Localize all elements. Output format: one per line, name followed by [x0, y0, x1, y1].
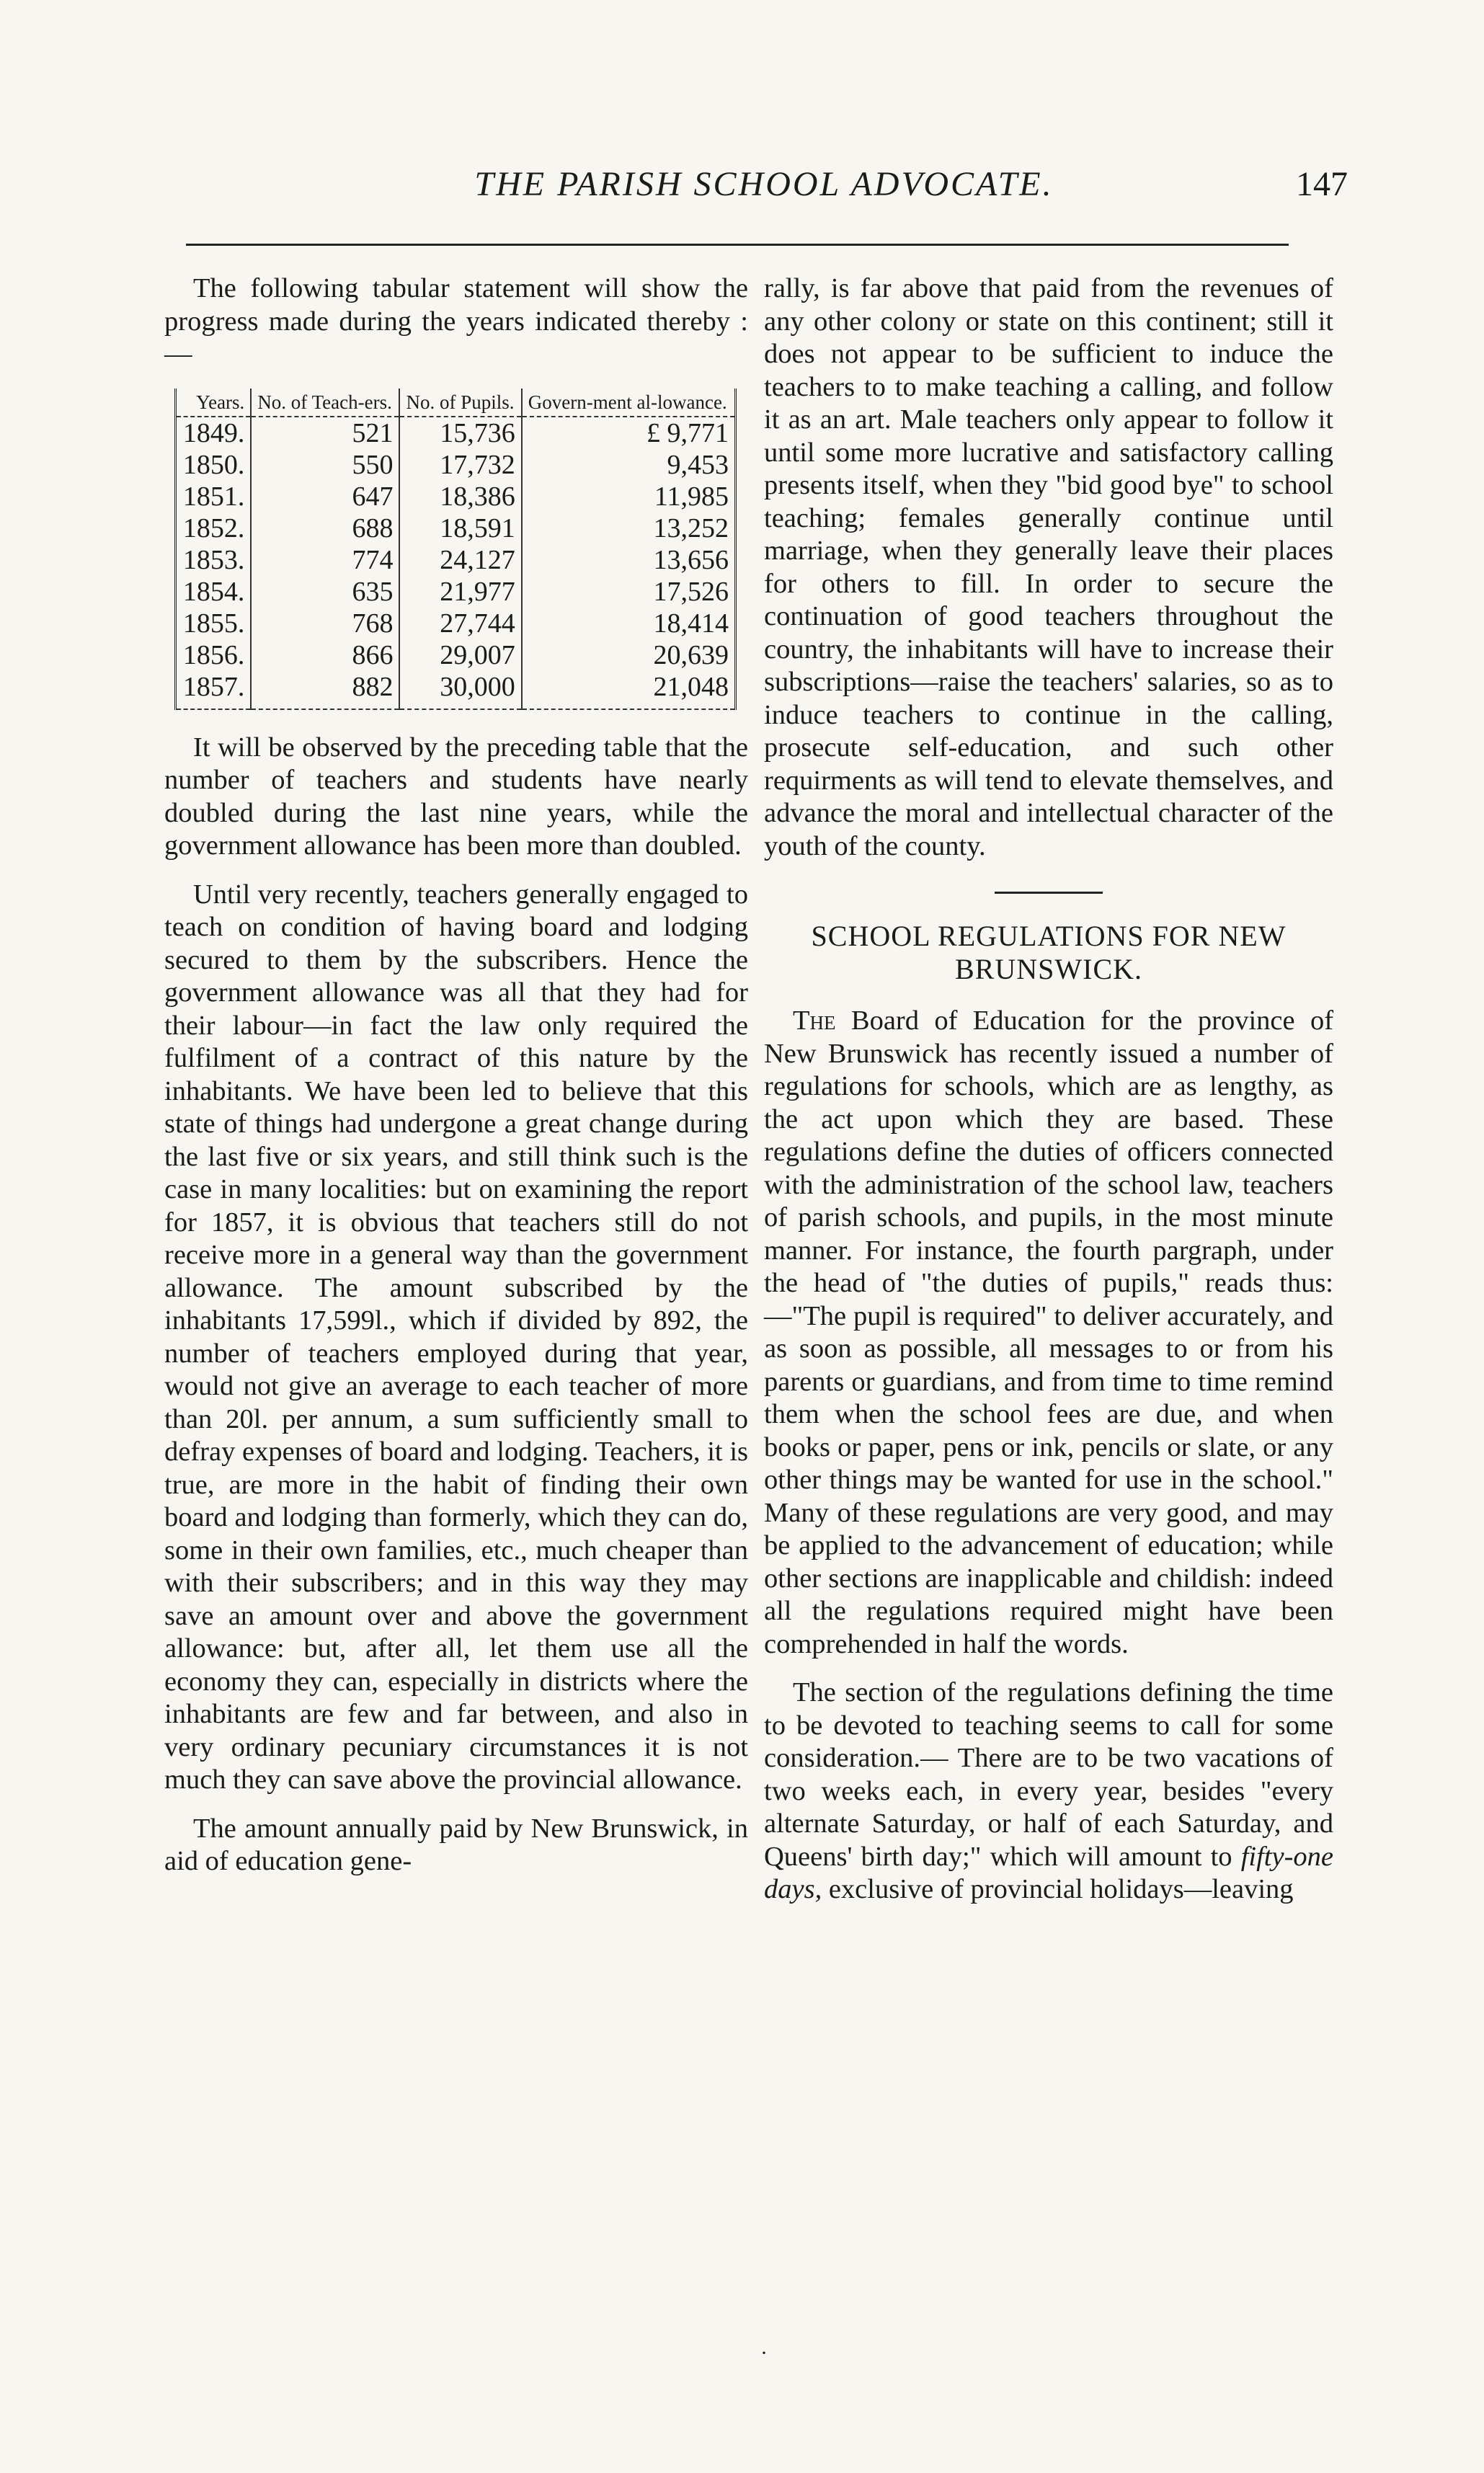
- continuation-paragraph: rally, is far above that paid from the revenues of any other colony or state on this continent; still it does not appear to be sufficient to induce the teachers to to make teaching a calling, and follow it as an art. Male teachers only appear to follow it until some more lucrative and satisfactory calling presents itself, when they "bid good bye" to school teaching; females generally continue until marriage, when they generally leave their places for others to fill. In order to secure the continuation of good teachers throughout the country, the inhabitants will have to increase their subscriptions—raise the teachers' salaries, so as to induce teachers to continue in the calling, prosecute self-education, and such other requirments as will tend to elevate themselves, and advance the moral and intellectual character of the youth of the county.: [764, 273, 1333, 861]
- cell-teachers: 550: [251, 449, 399, 481]
- table-row: [176, 481, 736, 512]
- table-row: [176, 576, 736, 608]
- amount-paragraph: The amount annually paid by New Brunswick, in aid of education gene-: [164, 1813, 748, 1876]
- cell-year: 1854.: [182, 576, 245, 607]
- cell-pupils: 17,732: [399, 449, 521, 481]
- observation-paragraph: It will be observed by the preceding table that the number of teachers and students have nearly doubled during the last nine years, while the government allowance has been more than doubled.: [164, 732, 748, 861]
- table-row: [176, 449, 736, 481]
- table-row: [176, 608, 736, 639]
- header-years: Years.: [176, 389, 252, 417]
- cell-year: 1850.: [182, 449, 245, 480]
- cell-year: 1857.: [176, 671, 252, 709]
- cell-teachers: 768: [251, 608, 399, 639]
- section-heading: SCHOOL REGULATIONS FOR NEW BRUNSWICK.: [811, 920, 1287, 985]
- right-column: [764, 272, 1333, 1922]
- cell-allowance: 13,656: [522, 544, 736, 576]
- header-allowance: Govern-ment al-lowance.: [522, 389, 736, 417]
- cell-year: 1849.: [182, 417, 245, 448]
- page-header: [180, 164, 1348, 215]
- vacation-italic: fifty-one days,: [764, 1841, 1333, 1904]
- section-divider: [995, 892, 1103, 894]
- teachers-paragraph: Until very recently, teachers generally engaged to teach on condition of having board and lodging secured to them by the subscribers. Hence the government allowance was all that they had for their labour—in fact the law only required the fulfilment of a contract of this nature by the inhabitants. We have been led to believe that this state of things had undergone a great change during the last five or six years, and still think such is the case in many localities: but on examining the report for 1857, it is obvious that teachers still do not receive more in a general way than the government allowance. The amount subscribed by the inhabitants 17,599l., which if divided by 892, the number of teachers employed during that year, would not give an average to each teacher of more than 20l. per annum, a sum sufficiently small to defray expenses of board and lodging. Teachers, it is true, are more in the habit of finding their own board and lodging than formerly, which they can do, some in their own families, etc., much cheaper than with their subscribers; and in this way they may save an amount over and above the government allowance: but, after all, let them use all the economy they can, especially in districts where the inhabitants are few and far between, and also in very ordinary pecuniary circumstances it is not much they can save above the provincial allowance.: [164, 879, 748, 1795]
- cell-allowance: 20,639: [522, 639, 736, 671]
- cell-teachers: 688: [251, 512, 399, 544]
- cell-pupils: 21,977: [399, 576, 521, 608]
- left-column: [164, 272, 748, 1894]
- cell-allowance: £ 9,771: [522, 417, 736, 449]
- table-row: [176, 512, 736, 544]
- cell-year: 1851.: [182, 481, 245, 512]
- intro-paragraph: The following tabular statement will show the progress made during the years indicated thereby :—: [164, 273, 748, 369]
- vacation-text-end: exclusive of provincial holidays—leaving: [828, 1874, 1294, 1904]
- cell-allowance: 13,252: [522, 512, 736, 544]
- table-row: [176, 639, 736, 671]
- cell-pupils: 18,591: [399, 512, 521, 544]
- cell-pupils: 15,736: [399, 417, 521, 449]
- cell-year: 1855.: [182, 608, 245, 639]
- vacation-paragraph: [764, 1677, 1333, 1906]
- cell-teachers: 647: [251, 481, 399, 512]
- cell-teachers: 635: [251, 576, 399, 608]
- cell-teachers: 882: [251, 671, 399, 709]
- board-paragraph-text: Board of Education for the province of New Brunswick has recently issued a number of regulations for schools, which are as lengthy, as the act upon which they are based. These regulations define the duties of officers connected with the administration of the school law, teachers of parish schools, and pupils, in the most minute manner. For instance, the fourth pargraph, under the head of "the duties of pupils," reads thus:—"The pupil is required" to deliver accurately, and as soon as possible, all messages to or from his parents or guardians, and from time to time remind them when the school fees are due, and when books or paper, pens or ink, pencils or slate, or any other things may be wanted for use in the school." Many of these regulations are very good, and may be applied to the advancement of education; while other sections are inapplicable and childish: indeed all the regulations required might have been comprehended in half the words.: [764, 1005, 1334, 1659]
- header-rule: [186, 244, 1289, 246]
- page-number: 147: [1296, 165, 1348, 203]
- page-mark: ·: [760, 2341, 768, 2365]
- cell-year: 1852.: [182, 512, 245, 543]
- table-header-row: [176, 389, 736, 417]
- header-teachers: No. of Teach-ers.: [251, 389, 399, 417]
- cell-teachers: 774: [251, 544, 399, 576]
- running-title: THE PARISH SCHOOL ADVOCATE.: [474, 165, 1054, 203]
- table-row: [176, 671, 736, 709]
- cell-pupils: 29,007: [399, 639, 521, 671]
- cell-allowance: 11,985: [522, 481, 736, 512]
- cell-allowance: 17,526: [522, 576, 736, 608]
- progress-table: [174, 389, 737, 710]
- cell-pupils: 27,744: [399, 608, 521, 639]
- cell-pupils: 18,386: [399, 481, 521, 512]
- header-pupils: No. of Pupils.: [399, 389, 521, 417]
- cell-year: 1856.: [182, 639, 245, 670]
- cell-allowance: 21,048: [522, 671, 736, 709]
- cell-teachers: 521: [251, 417, 399, 449]
- lead-word: The: [793, 1005, 836, 1036]
- table-row: [176, 544, 736, 576]
- vacation-text: The section of the regulations defining the time to be devoted to teaching seems to call for some consideration.— There are to be two vacations of two weeks each, in every year, besides "every alternate Saturday, or half of each Saturday, and Queens' birth day;" which will amount to: [764, 1677, 1333, 1872]
- cell-year: 1853.: [182, 544, 245, 575]
- board-paragraph: [764, 1005, 1333, 1661]
- table-row: [176, 417, 736, 449]
- cell-allowance: 18,414: [522, 608, 736, 639]
- cell-pupils: 30,000: [399, 671, 521, 709]
- cell-allowance: 9,453: [522, 449, 736, 481]
- cell-pupils: 24,127: [399, 544, 521, 576]
- cell-teachers: 866: [251, 639, 399, 671]
